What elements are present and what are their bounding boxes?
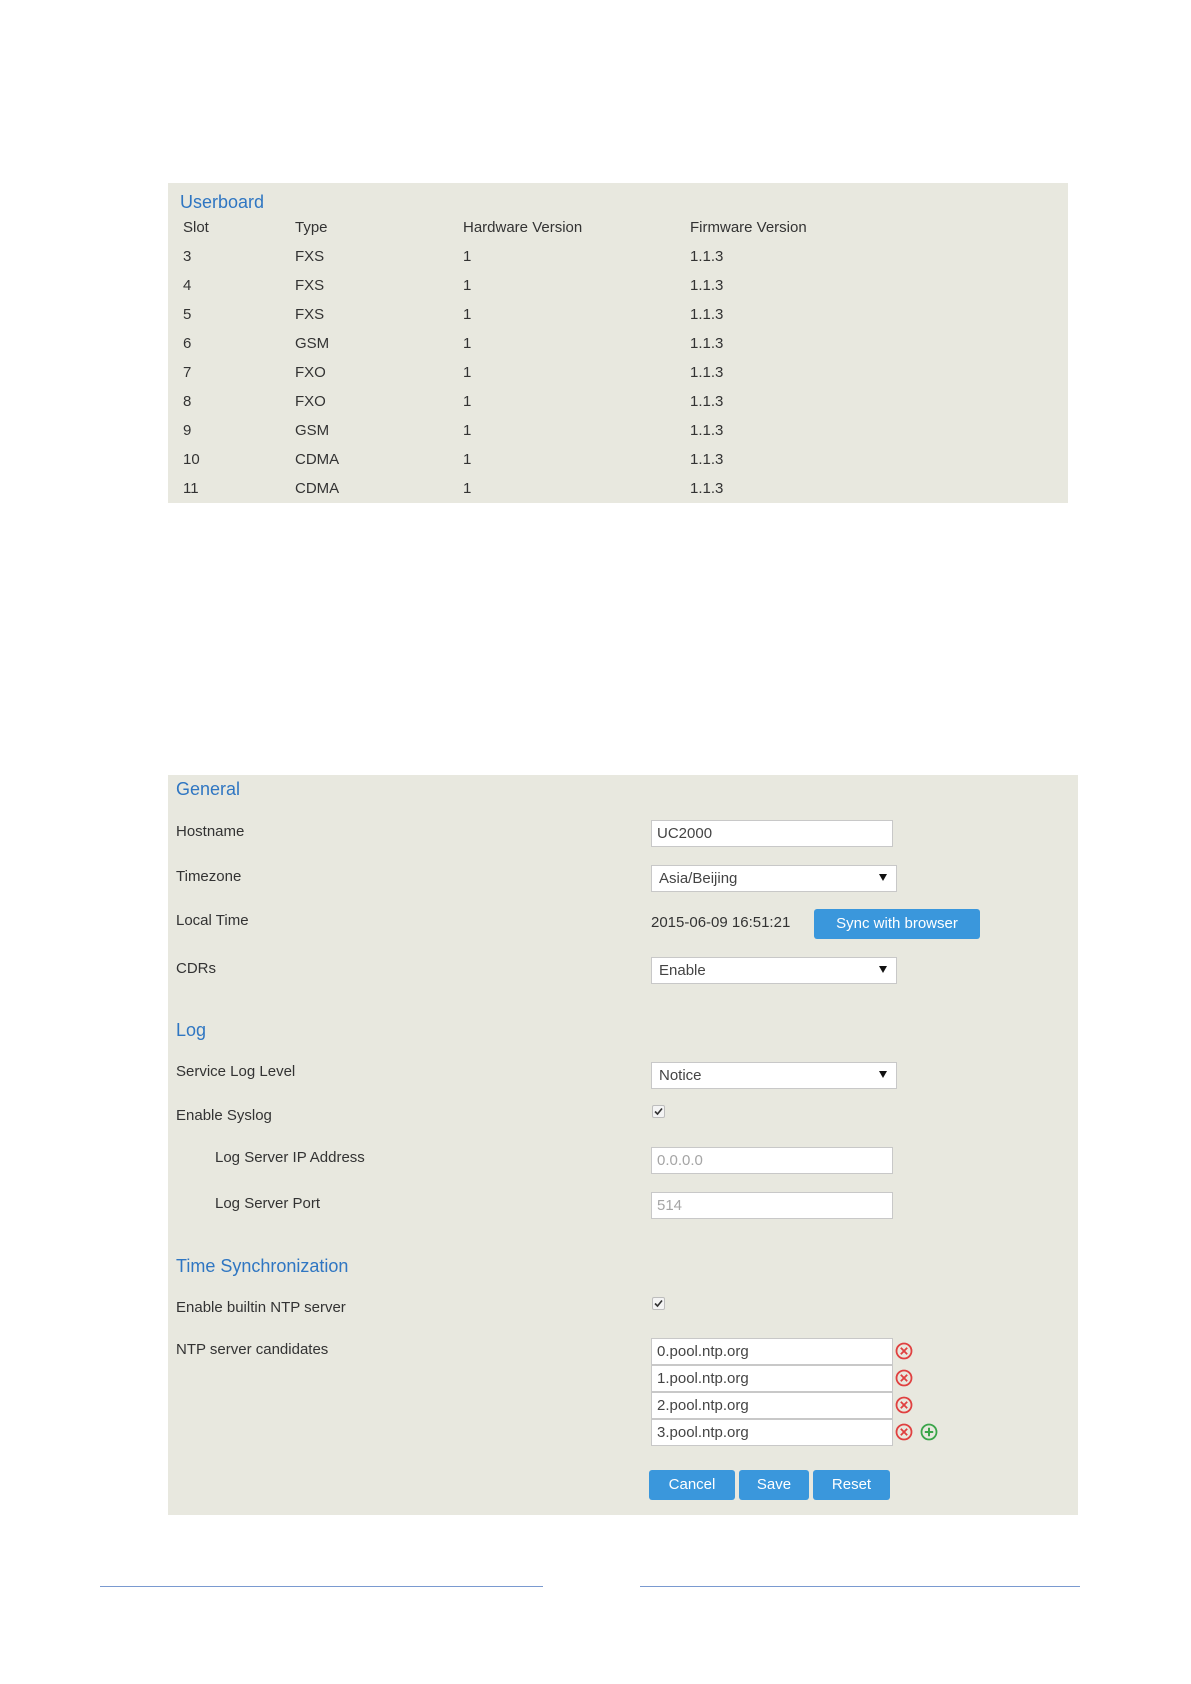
column-header-hardware-version: Hardware Version bbox=[463, 219, 583, 236]
hardware-version-cell: 1 bbox=[463, 335, 472, 352]
column-header-slot: Slot bbox=[183, 219, 209, 236]
general-section-title: General bbox=[176, 779, 241, 799]
local-time-label: Local Time bbox=[176, 912, 249, 929]
table-row bbox=[168, 364, 1068, 388]
table-row bbox=[168, 306, 1068, 330]
userboard-panel bbox=[168, 183, 1068, 503]
sync-with-browser-button[interactable]: Sync with browser bbox=[814, 909, 980, 939]
firmware-version-cell: 1.1.3 bbox=[690, 422, 724, 439]
cdrs-label: CDRs bbox=[176, 960, 216, 977]
timezone-label: Timezone bbox=[176, 868, 242, 885]
cdrs-value: Enable bbox=[659, 962, 706, 979]
hardware-version-cell: 1 bbox=[463, 393, 472, 410]
service-log-level-select[interactable] bbox=[651, 1062, 897, 1089]
enable-syslog-label: Enable Syslog bbox=[176, 1107, 272, 1124]
firmware-version-cell: 1.1.3 bbox=[690, 451, 724, 468]
type-cell: FXS bbox=[295, 277, 325, 294]
settings-panel bbox=[168, 775, 1078, 1515]
firmware-version-cell: 1.1.3 bbox=[690, 335, 724, 352]
userboard-header-row bbox=[168, 219, 1068, 243]
hostname-input[interactable]: UC2000 bbox=[651, 820, 893, 847]
table-row bbox=[168, 480, 1068, 504]
add-icon[interactable] bbox=[919, 1422, 939, 1442]
hardware-version-cell: 1 bbox=[463, 248, 472, 265]
chevron-down-icon bbox=[879, 874, 887, 881]
checkmark-icon bbox=[654, 1299, 663, 1308]
log-server-ip-input[interactable]: 0.0.0.0 bbox=[651, 1147, 893, 1174]
firmware-version-cell: 1.1.3 bbox=[690, 306, 724, 323]
type-cell: GSM bbox=[295, 422, 330, 439]
log-section-title: Log bbox=[176, 1020, 207, 1040]
enable-syslog-checkbox[interactable] bbox=[652, 1105, 665, 1118]
log-server-ip-label: Log Server IP Address bbox=[215, 1149, 365, 1166]
hostname-label: Hostname bbox=[176, 823, 245, 840]
slot-cell: 6 bbox=[183, 335, 192, 352]
table-row bbox=[168, 277, 1068, 301]
type-cell: CDMA bbox=[295, 480, 340, 497]
log-server-port-label: Log Server Port bbox=[215, 1195, 321, 1212]
remove-icon[interactable] bbox=[894, 1422, 914, 1442]
table-row bbox=[168, 335, 1068, 359]
hardware-version-cell: 1 bbox=[463, 451, 472, 468]
footer-divider-right bbox=[640, 1586, 1080, 1587]
remove-icon[interactable] bbox=[894, 1341, 914, 1361]
ntp-candidates-label: NTP server candidates bbox=[176, 1341, 329, 1358]
slot-cell: 10 bbox=[183, 451, 200, 468]
table-row bbox=[168, 422, 1068, 446]
chevron-down-icon bbox=[879, 966, 887, 973]
slot-cell: 3 bbox=[183, 248, 192, 265]
hardware-version-cell: 1 bbox=[463, 480, 472, 497]
type-cell: CDMA bbox=[295, 451, 340, 468]
column-header-firmware-version: Firmware Version bbox=[690, 219, 807, 236]
type-cell: FXO bbox=[295, 364, 326, 381]
hardware-version-cell: 1 bbox=[463, 306, 472, 323]
local-time-value: 2015-06-09 16:51:21 bbox=[651, 914, 791, 931]
slot-cell: 4 bbox=[183, 277, 192, 294]
table-row bbox=[168, 393, 1068, 417]
time-sync-section-title: Time Synchronization bbox=[176, 1256, 349, 1276]
ntp-server-input[interactable]: 1.pool.ntp.org bbox=[651, 1365, 893, 1392]
firmware-version-cell: 1.1.3 bbox=[690, 364, 724, 381]
firmware-version-cell: 1.1.3 bbox=[690, 277, 724, 294]
table-row bbox=[168, 451, 1068, 475]
chevron-down-icon bbox=[879, 1071, 887, 1078]
remove-icon[interactable] bbox=[894, 1368, 914, 1388]
enable-ntp-label: Enable builtin NTP server bbox=[176, 1299, 346, 1316]
hardware-version-cell: 1 bbox=[463, 422, 472, 439]
ntp-server-input[interactable]: 3.pool.ntp.org bbox=[651, 1419, 893, 1446]
slot-cell: 8 bbox=[183, 393, 192, 410]
service-log-level-label: Service Log Level bbox=[176, 1063, 296, 1080]
type-cell: FXS bbox=[295, 306, 325, 323]
ntp-server-input[interactable]: 2.pool.ntp.org bbox=[651, 1392, 893, 1419]
cdrs-select[interactable] bbox=[651, 957, 897, 984]
type-cell: FXO bbox=[295, 393, 326, 410]
cancel-button[interactable]: Cancel bbox=[649, 1470, 735, 1500]
firmware-version-cell: 1.1.3 bbox=[690, 393, 724, 410]
type-cell: GSM bbox=[295, 335, 330, 352]
column-header-type: Type bbox=[295, 219, 328, 236]
slot-cell: 11 bbox=[183, 480, 199, 497]
type-cell: FXS bbox=[295, 248, 325, 265]
slot-cell: 5 bbox=[183, 306, 192, 323]
hardware-version-cell: 1 bbox=[463, 277, 472, 294]
enable-ntp-checkbox[interactable] bbox=[652, 1297, 665, 1310]
table-row bbox=[168, 248, 1068, 272]
log-server-port-input[interactable]: 514 bbox=[651, 1192, 893, 1219]
service-log-level-value: Notice bbox=[659, 1067, 702, 1084]
firmware-version-cell: 1.1.3 bbox=[690, 248, 724, 265]
checkmark-icon bbox=[654, 1107, 663, 1116]
reset-button[interactable]: Reset bbox=[813, 1470, 890, 1500]
save-button[interactable]: Save bbox=[739, 1470, 809, 1500]
remove-icon[interactable] bbox=[894, 1395, 914, 1415]
timezone-value: Asia/Beijing bbox=[659, 870, 738, 887]
footer-divider-left bbox=[100, 1586, 543, 1587]
firmware-version-cell: 1.1.3 bbox=[690, 480, 724, 497]
slot-cell: 9 bbox=[183, 422, 192, 439]
slot-cell: 7 bbox=[183, 364, 192, 381]
timezone-select[interactable] bbox=[651, 865, 897, 892]
hardware-version-cell: 1 bbox=[463, 364, 472, 381]
ntp-server-input[interactable]: 0.pool.ntp.org bbox=[651, 1338, 893, 1365]
userboard-title: Userboard bbox=[180, 192, 265, 212]
